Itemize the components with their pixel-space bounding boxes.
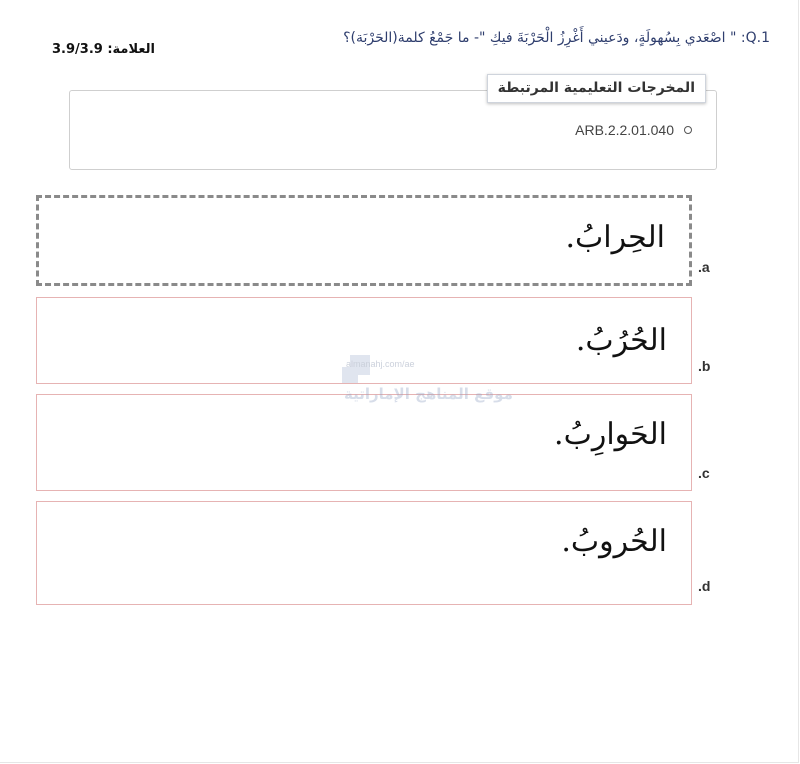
watermark-url: almanahj.com/ae [346, 359, 415, 369]
answer-option-text: الحَوارِبُ. [554, 417, 667, 452]
answer-option-text: الحِرابُ. [565, 220, 665, 255]
learning-outcomes-panel [69, 80, 717, 170]
watermark-name: موقع المناهج الإماراتية [344, 385, 513, 403]
answer-option-text: الحُروبُ. [561, 524, 667, 559]
bullet-icon [684, 126, 692, 134]
answer-option-b[interactable] [36, 297, 692, 384]
answer-option-letter: .d [698, 578, 711, 594]
answer-option-letter: .b [698, 358, 711, 374]
answer-option-d[interactable] [36, 501, 692, 605]
answer-option-letter: .a [698, 259, 710, 275]
answer-option-c[interactable] [36, 394, 692, 491]
answer-option-letter: .c [698, 465, 710, 481]
outcome-code: ARB.2.2.01.040 [575, 122, 674, 138]
answer-option-a[interactable] [36, 195, 692, 286]
answer-option-text: الحُرُبُ. [575, 323, 667, 358]
learning-outcome-item [575, 122, 692, 138]
score-label: العلامة: 3.9/3.9 [52, 42, 156, 57]
learning-outcomes-title: المخرجات التعليمية المرتبطة [487, 74, 706, 103]
question-text: Q.1: " اصْعَدي بِسُهولَةٍ، ودَعيني أَغْرِزُ الْحَرْبَةَ فيكِ "- ما جَمْعُ كلمة(الحَرْبَة)؟ [343, 30, 770, 46]
